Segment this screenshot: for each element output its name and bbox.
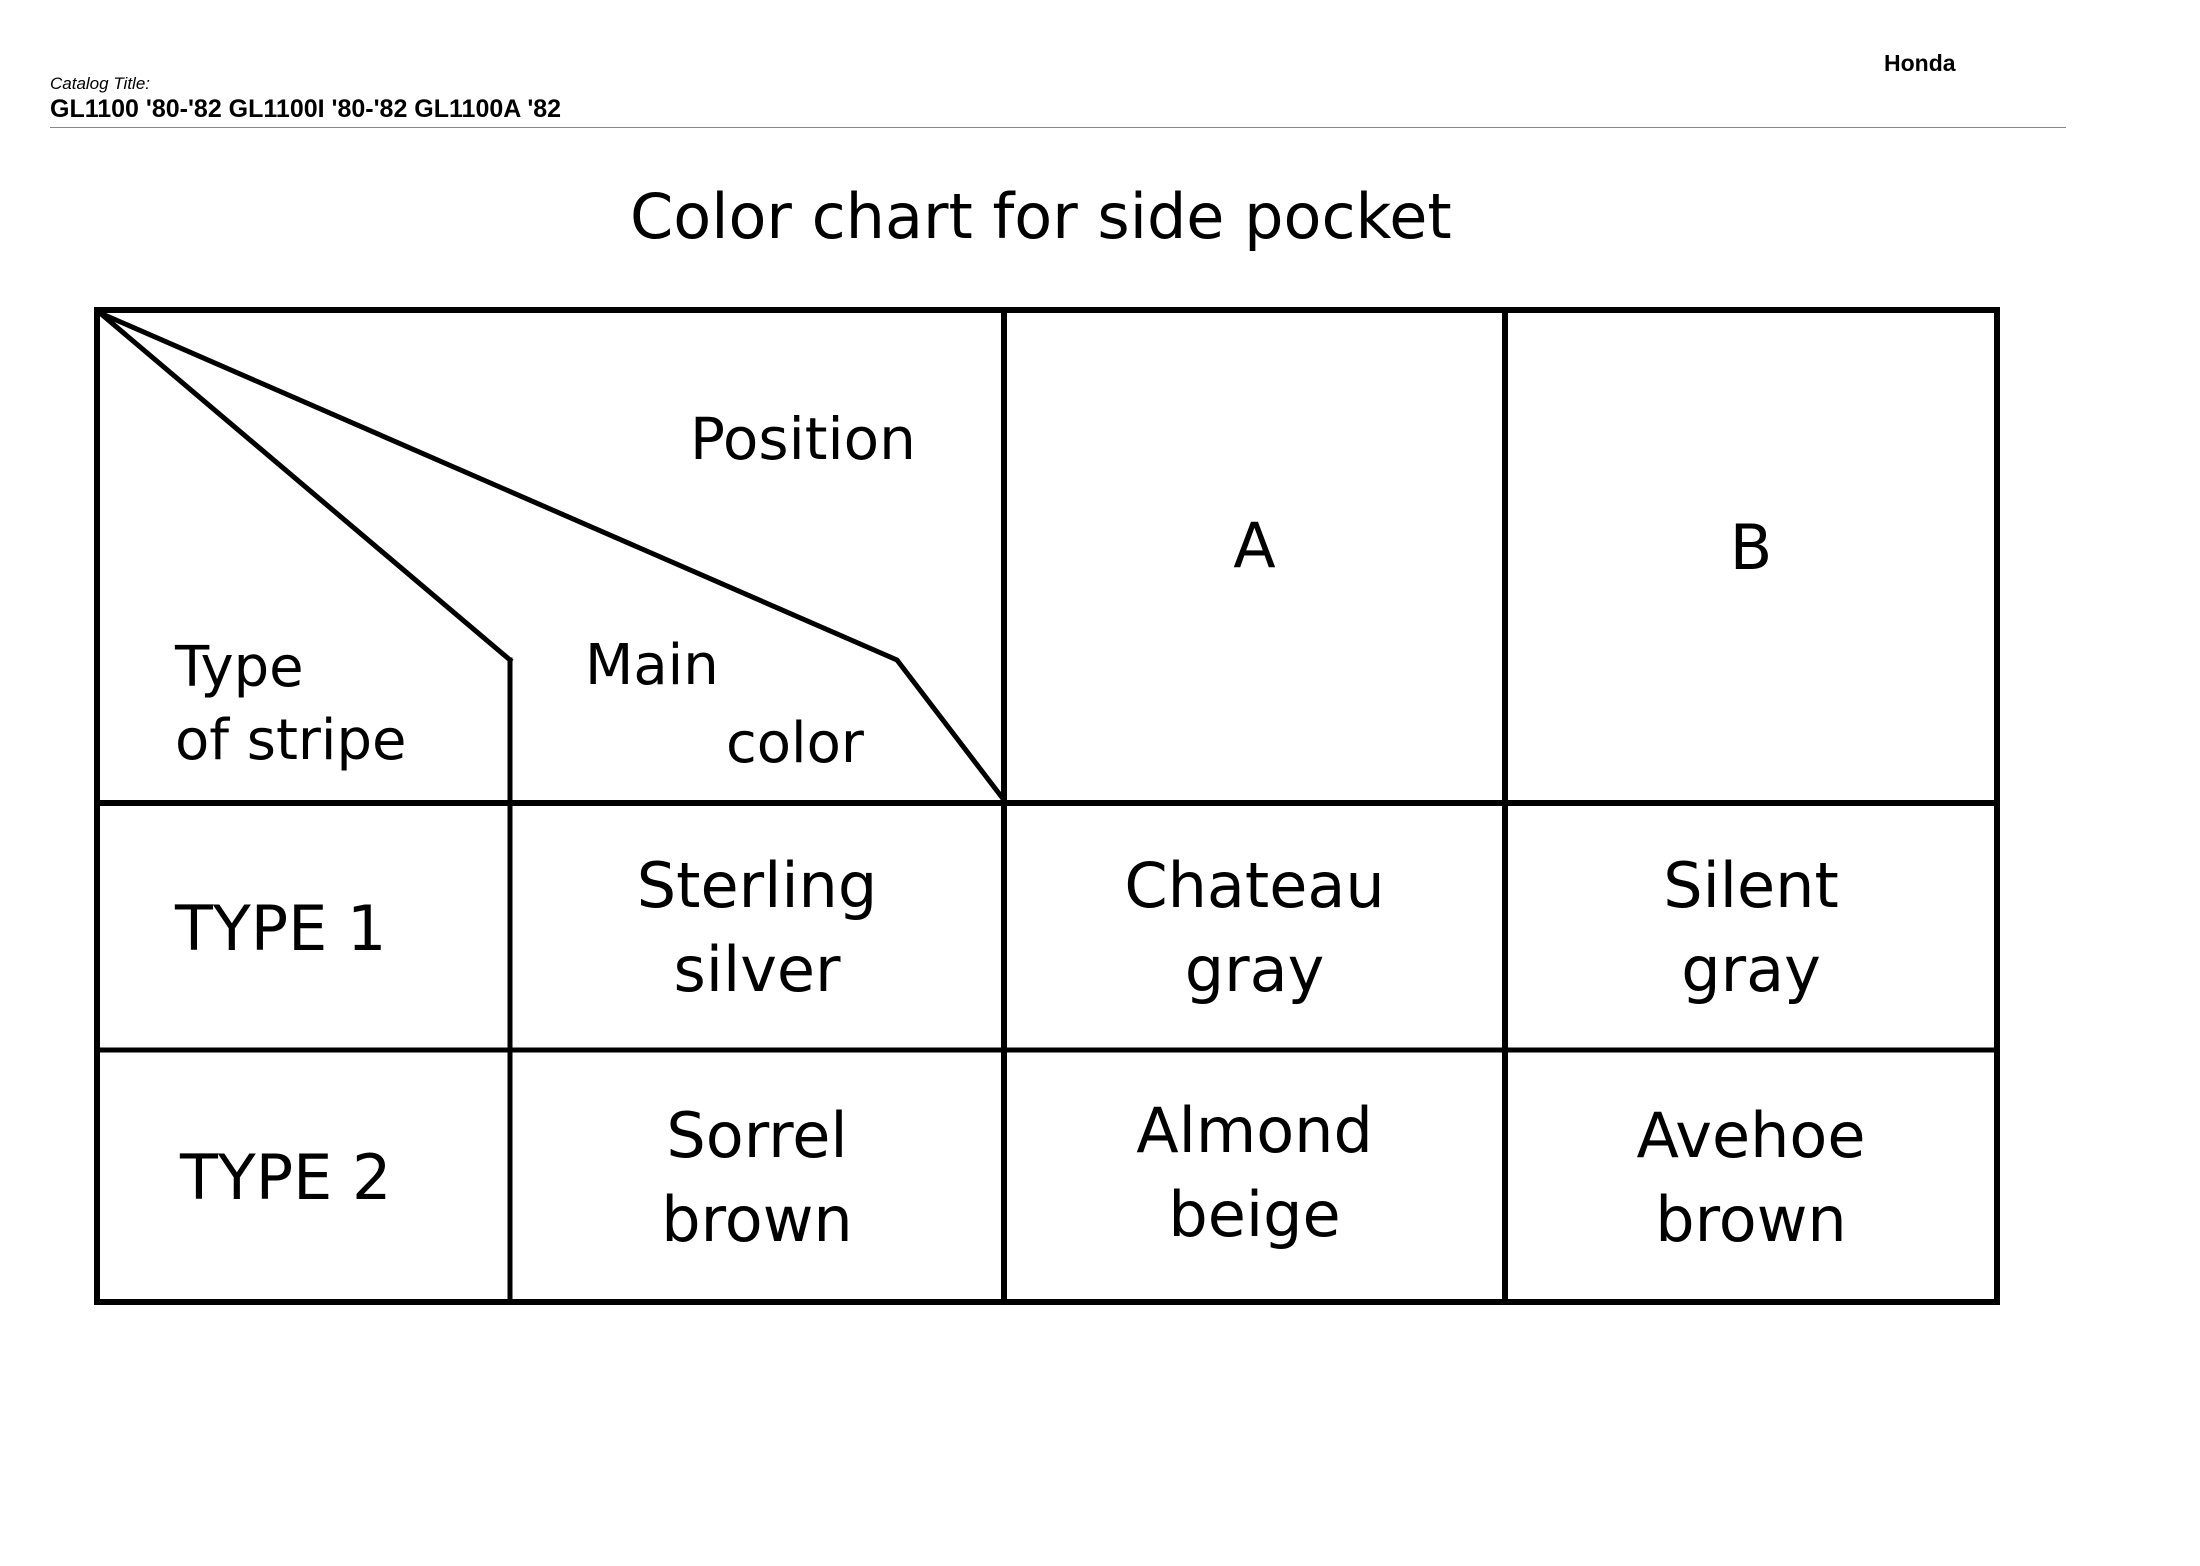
- chart-title: Color chart for side pocket: [630, 180, 1452, 253]
- table-row-type-label: TYPE 2: [180, 1141, 392, 1214]
- main-color-header-label: color: [726, 711, 864, 776]
- color-name-line: silver: [673, 933, 841, 1006]
- color-name-line: beige: [1168, 1178, 1341, 1251]
- catalog-label: Catalog Title:: [50, 74, 151, 93]
- catalog-title: GL1100 '80-'82 GL1100I '80-'82 GL1100A '82: [50, 95, 562, 123]
- position-b-color-cell: [1505, 806, 1997, 1050]
- stripe-type-header-label: Type: [175, 635, 304, 700]
- position-header-label: Position: [690, 405, 916, 473]
- position-a-header: A: [1233, 508, 1276, 582]
- color-name-line: brown: [661, 1182, 853, 1256]
- color-name-line: Silent: [1663, 849, 1839, 923]
- position-b-header: B: [1729, 511, 1773, 584]
- color-name-line: gray: [1184, 933, 1325, 1006]
- color-name-line: Sorrel: [666, 1098, 848, 1172]
- main-color-header-label: Main: [585, 633, 719, 698]
- color-name-line: Chateau: [1124, 849, 1385, 923]
- color-name-line: Sterling: [636, 849, 878, 923]
- table-row-type-label: TYPE 1: [175, 891, 387, 965]
- color-name-line: gray: [1681, 933, 1821, 1006]
- color-name-line: Almond: [1136, 1094, 1373, 1168]
- brand-name: Honda: [1884, 50, 1956, 76]
- stripe-type-header-label: of stripe: [175, 708, 407, 773]
- color-name-line: Avehoe: [1636, 1098, 1866, 1172]
- color-name-line: brown: [1655, 1182, 1847, 1256]
- main-color-cell: [510, 806, 1004, 1050]
- position-a-color-cell: [1004, 806, 1505, 1050]
- position-b-color-cell: [1505, 1053, 1997, 1302]
- main-color-cell: [510, 1053, 1004, 1302]
- position-a-color-cell: [1004, 1053, 1505, 1293]
